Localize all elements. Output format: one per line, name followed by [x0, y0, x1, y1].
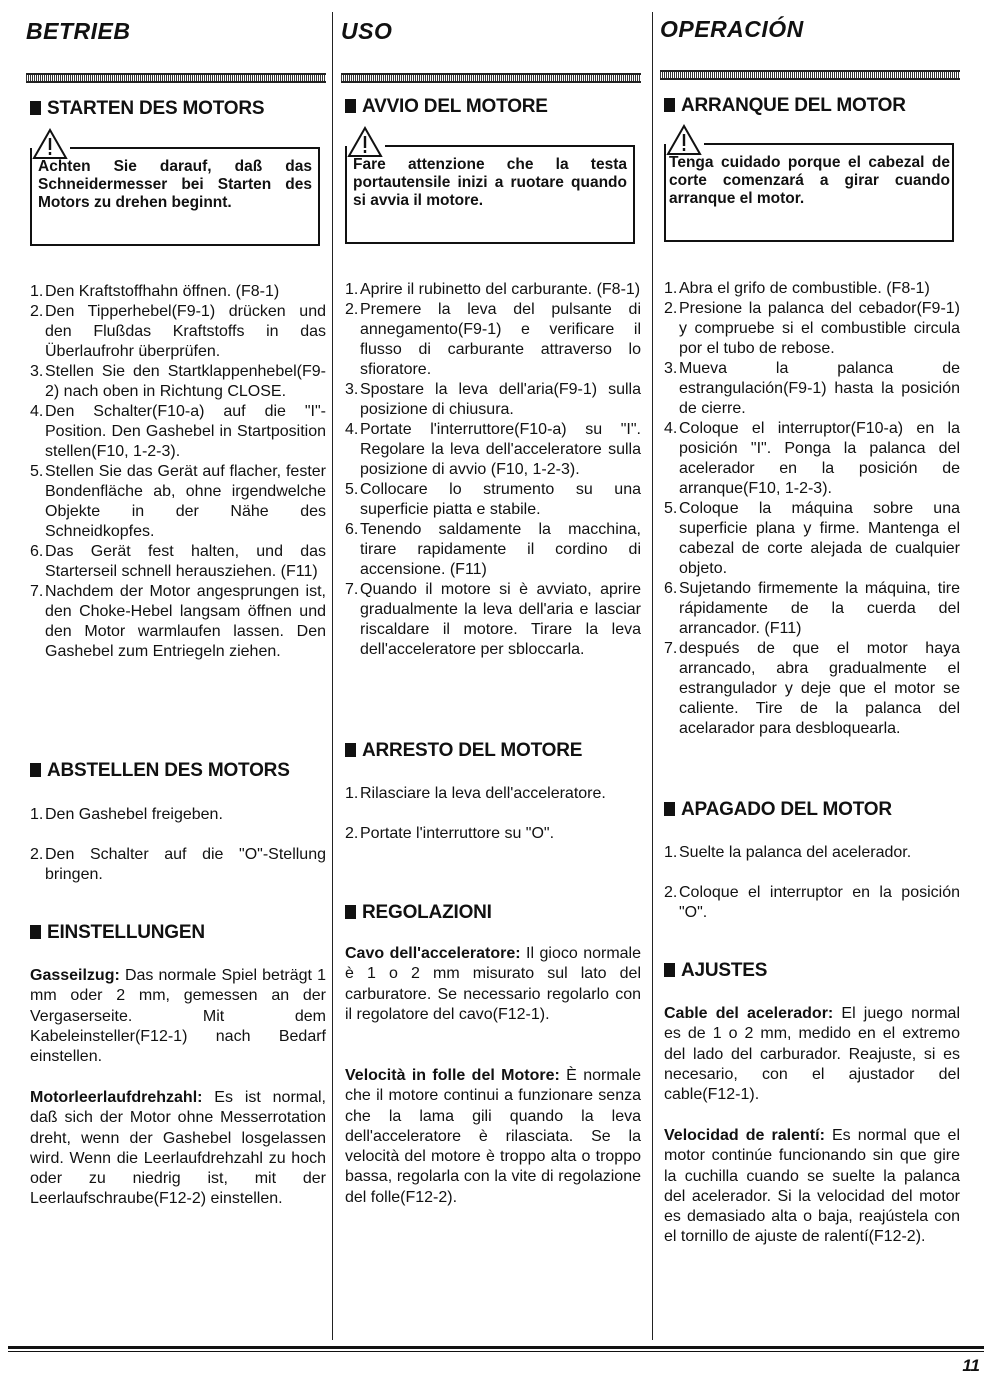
section-title-text: REGOLAZIONI	[362, 902, 492, 923]
list-item	[30, 805, 326, 825]
adjust-paragraph	[30, 1088, 326, 1210]
adjust-text: El juego normal es de 1 o 2 mm, medido en el extremo del lado del carburador. Reajuste, si es necesario, con el ajustador del cable(F12-1).	[664, 1005, 961, 1104]
list-item	[664, 579, 960, 639]
square-bullet-icon	[664, 802, 675, 816]
section-title-start	[30, 98, 264, 120]
list-item	[30, 402, 326, 462]
step-number: 1.	[30, 806, 44, 823]
list-item	[664, 279, 960, 299]
step-text: Rilasciare la leva dell'acceleratore.	[360, 785, 606, 802]
adjust-text: Il gioco normale è 1 o 2 mm misurato sul lato del carburatore. Se necessario regolarlo con il regolatore del cavo(F12-1).	[345, 945, 642, 1023]
section-title-text: AVVIO DEL MOTORE	[362, 96, 548, 117]
list-item	[664, 359, 960, 419]
list-item	[30, 462, 326, 542]
step-text: Das Gerät fest halten, und das Starterseil schnell herausziehen. (F11)	[45, 543, 326, 580]
start-steps	[664, 279, 960, 739]
adjust-paragraph	[345, 944, 641, 1025]
adjust-label: Velocità in folle del Motore:	[345, 1067, 560, 1084]
step-text: Den Kraftstoffhahn öffnen. (F8-1)	[45, 283, 280, 300]
step-text: Coloque la máquina sobre una superficie plana y firme. Mantenga el cabezal de corte alejada de cualquier objeto.	[679, 500, 960, 577]
step-number: 4.	[345, 421, 359, 438]
warning-box	[664, 124, 954, 242]
adjust-label: Cable del acelerador:	[664, 1005, 834, 1022]
step-text: Den Schalter auf die "O"-Stellung bringen.	[45, 846, 326, 883]
section-title-start	[664, 95, 906, 117]
step-number: 6.	[30, 543, 44, 560]
section-title-adjust	[664, 960, 767, 982]
step-text: Presione la palanca del cebador(F9-1) y compruebe si el combustible circula por el tubo de rebose.	[679, 300, 960, 357]
step-number: 1.	[345, 281, 359, 298]
square-bullet-icon	[30, 101, 41, 115]
section-title-text: ABSTELLEN DES MOTORS	[47, 760, 290, 781]
step-number: 2.	[30, 846, 44, 863]
step-number: 1.	[664, 844, 678, 861]
list-item	[664, 499, 960, 579]
warning-text: Achten Sie darauf, daß das Schneidermesser bei Starten des Motors zu drehen beginnt.	[38, 158, 312, 211]
step-number: 7.	[345, 581, 359, 598]
step-text: Den Tipperhebel(F9-1) drücken und den Flußdas Kraftstoffs in das Überlaufrohr überprüfen.	[45, 303, 326, 360]
stop-steps	[345, 784, 641, 844]
list-item	[30, 282, 326, 302]
step-number: 2.	[345, 825, 359, 842]
adjust-text: È normale che il motore continui a funzionare senza che la lama gili quando la leva dell'acceleratore è rilasciata. Se la velocità del motore è troppo alta o troppo bassa, regolarla con la vite di regolazione del folle(F12-2).	[345, 1067, 641, 1206]
adjust-paragraph	[30, 966, 326, 1067]
list-item	[345, 784, 641, 804]
square-bullet-icon	[345, 905, 356, 919]
adjust-label: Gasseilzug:	[30, 967, 120, 984]
square-bullet-icon	[30, 925, 41, 939]
stop-steps	[30, 805, 326, 885]
adjust-text: Es ist normal, daß sich der Motor ohne Messerrotation dreht, wenn der Gashebel losgelassen wird. Wenn die Leerlaufdrehzahl zu hoch oder zu niedrig ist, mit der Leerlaufschraube(F12-2) einstellen.	[30, 1089, 326, 1208]
section-title-text: EINSTELLUNGEN	[47, 922, 205, 943]
step-text: Sujetando firmemente la máquina, tire rápidamente de la cuerda del arrancador. (F11)	[679, 580, 960, 637]
step-text: Collocare lo strumento su una superficie piatta e stabile.	[360, 481, 641, 518]
list-item	[345, 380, 641, 420]
list-item	[664, 419, 960, 499]
step-text: Coloque el interruptor(F10-a) en la posición "I". Ponga la palanca del acelerador en la posición de arranque(F10, 1-2-3).	[679, 420, 960, 497]
step-number: 2.	[664, 884, 678, 901]
step-number: 3.	[345, 381, 359, 398]
adjust-label: Cavo dell'acceleratore:	[345, 945, 521, 962]
warning-box	[345, 126, 635, 244]
list-item	[345, 520, 641, 580]
section-title-text: APAGADO DEL MOTOR	[681, 799, 892, 820]
language-title: BETRIEB	[26, 18, 131, 44]
section-title-text: AJUSTES	[681, 960, 768, 981]
adjust-paragraph	[345, 1066, 641, 1208]
step-number: 4.	[664, 420, 678, 437]
step-text: Quando il motore si è avviato, aprire gradualmente la leva dell'aria e lasciar riscaldare il motore. Tirare la leva dell'acceleratore per sbloccarla.	[360, 581, 641, 658]
step-number: 6.	[345, 521, 359, 538]
section-title-adjust	[30, 922, 205, 944]
step-text: Portate l'interruttore(F10-a) su "I". Regolare la leva dell'acceleratore sulla posizione di avvio (F10, 1-2-3).	[360, 421, 641, 478]
section-title-text: ARRESTO DEL MOTORE	[362, 740, 583, 761]
list-item	[30, 582, 326, 662]
language-title: USO	[341, 18, 393, 44]
step-number: 5.	[664, 500, 678, 517]
section-title-start	[345, 96, 548, 118]
step-number: 5.	[345, 481, 359, 498]
step-number: 2.	[345, 301, 359, 318]
step-text: Spostare la leva dell'aria(F9-1) sulla posizione di chiusura.	[360, 381, 641, 418]
list-item	[345, 420, 641, 480]
step-number: 6.	[664, 580, 678, 597]
list-item	[30, 845, 326, 885]
warning-text: Tenga cuidado porque el cabezal de corte comenzará a girar cuando arranque el motor.	[669, 154, 950, 207]
language-title: OPERACIÓN	[660, 16, 804, 42]
square-bullet-icon	[664, 98, 675, 112]
step-text: Nachdem der Motor angesprungen ist, den Choke-Hebel langsam öffnen und den Motor warmlaufen lassen. Den Gashebel zum Entriegeln ziehen.	[45, 583, 326, 660]
page-number: 11	[962, 1356, 980, 1375]
step-text: Mueva la palanca de estrangulación(F9-1) hasta la posición de cierre.	[679, 360, 960, 417]
step-text: Suelte la palanca del acelerador.	[679, 844, 912, 861]
list-item	[30, 362, 326, 402]
adjust-paragraph	[664, 1126, 960, 1248]
list-item	[345, 280, 641, 300]
adjust-text: Es normal que el motor continúe funcionando sin que gire la cuchilla cuando se suelte la palanca del acelerador. Si la velocidad del motor es demasiado alta o baja, reajústela con el tornillo de ajuste de ralentí(F12-2).	[664, 1127, 960, 1246]
adjust-label: Motorleerlaufdrehzahl:	[30, 1089, 203, 1106]
step-number: 3.	[30, 363, 44, 380]
start-steps	[345, 280, 641, 660]
adjust-text: Das normale Spiel beträgt 1 mm oder 2 mm, gemessen an der Vergaserseite. Mit dem Kabeleinsteller(F12-1) nach Bedarf einstellen.	[30, 967, 326, 1066]
footer-rule	[8, 1346, 984, 1352]
list-item	[664, 299, 960, 359]
section-title-stop	[30, 760, 290, 782]
section-title-stop	[345, 740, 582, 762]
hatched-rule	[341, 73, 641, 83]
step-text: Den Gashebel freigeben.	[45, 806, 223, 823]
step-text: después de que el motor haya arrancado, abra gradualmente el estrangulador y deje que el motor se caliente. Tire de la palanca del acelarador para desbloquearla.	[679, 640, 960, 737]
list-item	[664, 843, 960, 863]
hatched-rule	[660, 70, 960, 80]
section-title-stop	[664, 799, 892, 821]
square-bullet-icon	[345, 743, 356, 757]
list-item	[664, 639, 960, 739]
step-number: 5.	[30, 463, 44, 480]
step-number: 7.	[664, 640, 678, 657]
section-title-adjust	[345, 902, 492, 924]
section-title-text: ARRANQUE DEL MOTOR	[681, 95, 906, 116]
step-text: Abra el grifo de combustible. (F8-1)	[679, 280, 930, 297]
list-item	[345, 300, 641, 380]
column-divider	[652, 12, 653, 1340]
step-number: 3.	[664, 360, 678, 377]
adjust-paragraph	[664, 1004, 960, 1105]
list-item	[345, 824, 641, 844]
column-divider	[332, 12, 333, 1340]
step-number: 2.	[30, 303, 44, 320]
step-number: 1.	[345, 785, 359, 802]
adjust-label: Velocidad de ralentí:	[664, 1127, 825, 1144]
step-text: Tenendo saldamente la macchina, tirare rapidamente il cordino di accensione. (F11)	[360, 521, 641, 578]
column-spanish	[660, 0, 961, 1345]
hatched-rule	[26, 73, 326, 83]
stop-steps	[664, 843, 960, 923]
step-number: 1.	[664, 280, 678, 297]
warning-box	[30, 128, 320, 246]
start-steps	[30, 282, 326, 662]
step-number: 4.	[30, 403, 44, 420]
step-text: Portate l'interruttore su "O".	[360, 825, 555, 842]
step-text: Stellen Sie den Startklappenhebel(F9-2) nach oben in Richtung CLOSE.	[45, 363, 326, 400]
step-text: Premere la leva del pulsante di annegamento(F9-1) e verificare il flusso di carburante attraverso lo sfioratore.	[360, 301, 641, 378]
step-number: 1.	[30, 283, 44, 300]
list-item	[345, 580, 641, 660]
step-text: Aprire il rubinetto del carburante. (F8-1)	[360, 281, 641, 298]
square-bullet-icon	[664, 963, 675, 977]
list-item	[30, 542, 326, 582]
step-text: Stellen Sie das Gerät auf flacher, fester Bondenfläche ab, ohne irgendwelche Objekte in der Nähe des Schneidkopfes.	[45, 463, 326, 540]
step-text: Den Schalter(F10-a) auf die "I"-Position. Den Gashebel in Startposition stellen(F10, 1-2-3).	[45, 403, 326, 460]
list-item	[30, 302, 326, 362]
column-italian	[341, 0, 642, 1345]
warning-text: Fare attenzione che la testa portautensile inizi a ruotare quando si avvia il motore.	[353, 156, 627, 209]
step-number: 2.	[664, 300, 678, 317]
step-number: 7.	[30, 583, 44, 600]
square-bullet-icon	[30, 763, 41, 777]
list-item	[345, 480, 641, 520]
section-title-text: STARTEN DES MOTORS	[47, 98, 265, 119]
square-bullet-icon	[345, 99, 356, 113]
column-german	[26, 0, 326, 1345]
step-text: Coloque el interruptor en la posición "O".	[679, 884, 960, 921]
list-item	[664, 883, 960, 923]
